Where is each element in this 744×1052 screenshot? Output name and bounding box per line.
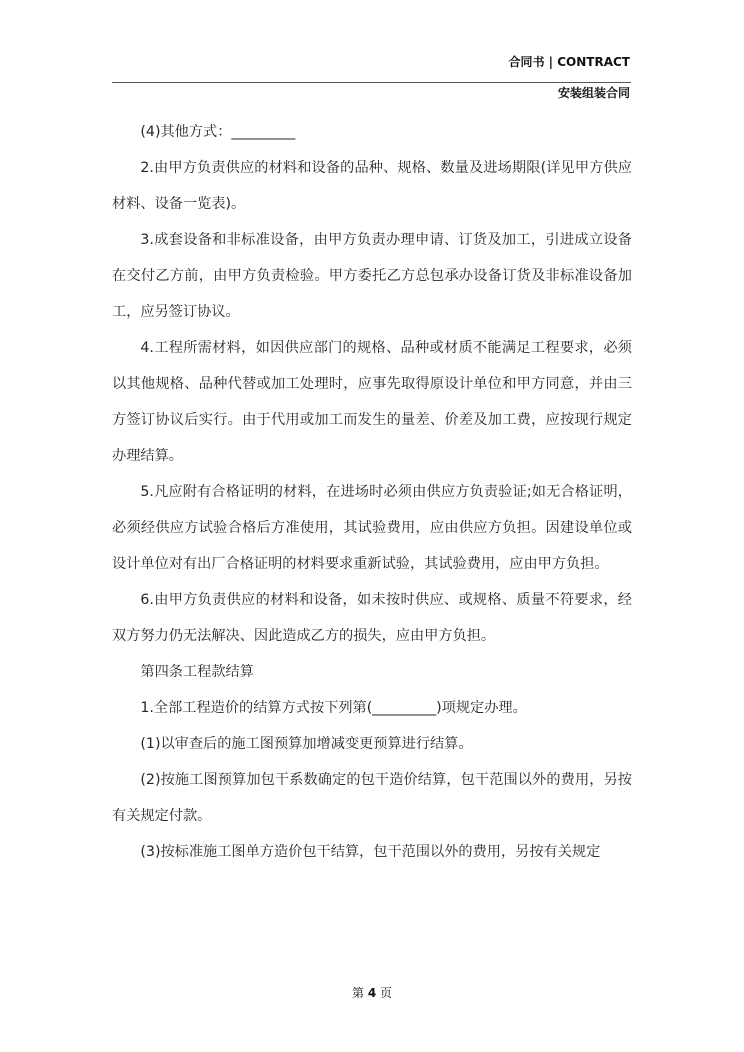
paragraph-settlement-1: 1.全部工程造价的结算方式按下列第(_________)项规定办理。	[140, 700, 527, 716]
page-number: 4	[367, 986, 377, 1000]
paragraph-clause-3: 3.成套设备和非标准设备，由甲方负责办理申请、订货及加工，引进成立设备在交付乙方前，由甲方负责检验。甲方委托乙方总包承办设备订货及非标准设备加工，应另签订协议。	[112, 232, 632, 320]
page-prefix: 第	[351, 986, 364, 1000]
paragraph-settlement-option-3: (3)按标准施工图单方造价包干结算，包干范围以外的费用，另按有关规定	[140, 844, 601, 860]
contract-body	[112, 114, 632, 870]
header-subtitle: 安装组装合同	[557, 86, 630, 100]
paragraph-clause-2: 2.由甲方负责供应的材料和设备的品种、规格、数量及进场期限(详见甲方供应材料、设备一览表)。	[112, 160, 632, 212]
page-footer	[0, 984, 744, 1001]
page-suffix: 页	[380, 986, 393, 1000]
paragraph-clause-6: 6.由甲方负责供应的材料和设备，如未按时供应、或规格、质量不符要求，经双方努力仍无法解决、因此造成乙方的损失，应由甲方负担。	[112, 592, 632, 644]
paragraph-clause-4: 4.工程所需材料，如因供应部门的规格、品种或材质不能满足工程要求，必须以其他规格、品种代替或加工处理时，应事先取得原设计单位和甲方同意，并由三方签订协议后实行。由于代用或加工而发生的量差、价差及加工费，应按现行规定办理结算。	[112, 340, 632, 464]
paragraph-settlement-option-2: (2)按施工图预算加包干系数确定的包干造价结算，包干范围以外的费用，另按有关规定付款。	[112, 772, 632, 824]
header-divider	[112, 82, 631, 83]
paragraph-other-method: (4)其他方式：_________	[140, 124, 296, 140]
paragraph-clause-5: 5.凡应附有合格证明的材料，在进场时必须由供应方负责验证;如无合格证明，必须经供应方试验合格后方准使用，其试验费用，应由供应方负担。因建设单位或设计单位对有出厂合格证明的材料要求重新试验，其试验费用，应由甲方负担。	[112, 484, 632, 572]
header-title: 合同书 | CONTRACT	[508, 55, 630, 69]
section-heading-article-4: 第四条工程款结算	[140, 664, 254, 680]
paragraph-settlement-option-1: (1)以审查后的施工图预算加增减变更预算进行结算。	[140, 736, 473, 752]
